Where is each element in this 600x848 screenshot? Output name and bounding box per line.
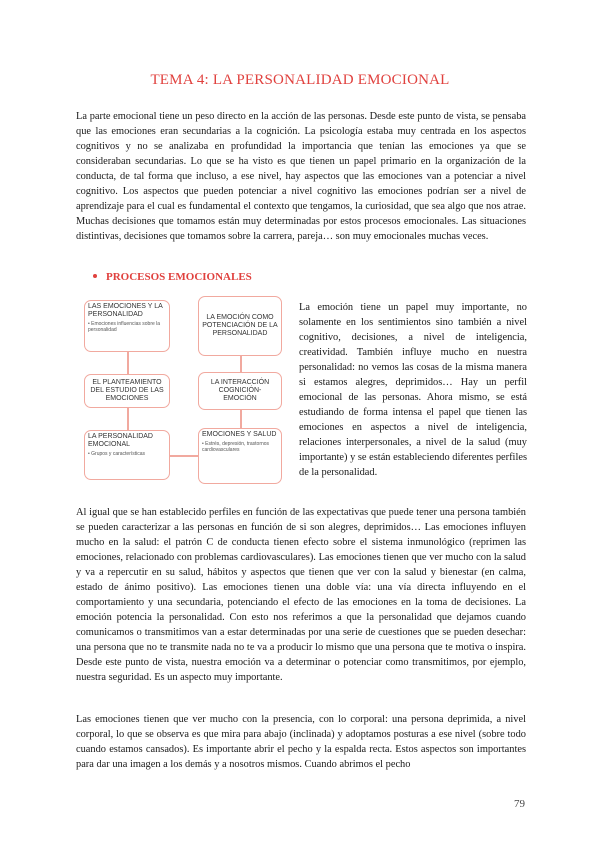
diagram-box-title: LA EMOCIÓN COMO POTENCIACIÓN DE LA PERSONALIDAD bbox=[202, 314, 278, 337]
connector-line bbox=[127, 408, 129, 430]
diagram-box-subtitle: • Emociones influencias sobre la personalidad bbox=[88, 321, 161, 333]
profiles-paragraph: Al igual que se han establecido perfiles en función de las expectativas que puede tener una persona también se pueden caracterizar a las personas en función de si son alegres, deprimidos… Las emociones influyen mucho en la salud: el patrón C de conducta tienen efecto sobre el sistema inmunológico (reprimen las emociones, relacionado con problemas cardiovasculares). Las emociones tienen que ver mucho con la salud y va a repercutir en su salud, hábitos y aspectos que tienen que ver con la salud y bienestar (en calma, estado de ánimo positivo). Las emociones tienen una doble vía: una vía directa influyendo en el comportamiento y una secundaria, potenciando el efecto de las emociones en la toma de decisiones. La emoción potencia la personalidad. Con esto nos referimos a que la personalidad que dejamos cuando comunicamos o transmitimos van a estar determinadas por una serie de cuestiones que se pueden desechar: una persona que no te transmite nada no te va a producir lo mismo que una persona que te motiva o inspira. Desde este punto de vista, nuestra emoción va a determinar o potenciar como transmitimos, por ejemplo, nuestra seguridad. Es un aspecto muy importante. bbox=[76, 507, 526, 683]
connector-line bbox=[127, 352, 129, 374]
intro-paragraph: La parte emocional tiene un peso directo en la acción de las personas. Desde este punto de vista, se pensaba que las emociones eran secundarias a la cognición. La psicología estaba muy centrada en los aspectos cognitivos y no se analizaba en profundidad la importancia que tenían las emociones ya que se consideraban secundarias. Lo que se ha visto es que tienen un papel primario en la organización de la conducta, de tal forma que incluso, a ese nivel, hay aspectos que las emociones van a potenciar a nivel cognitivo. Los aspectos que pueden potenciar a nivel cognitivo las emociones podrían ser a nivel de aprendizaje para el cual es fundamental el contexto que tengamos, la curiosidad, que sea algo que nos atrae. Muchas decisiones que tomamos están muy determinadas por estos procesos emocionales. Las situaciones distintivas, decisiones que tomamos sobre la carrera, pareja… son muy emocionales muchas veces. bbox=[76, 111, 526, 242]
diagram-box-cognition-emotion bbox=[198, 372, 282, 410]
diagram-box-emotions-health bbox=[198, 428, 282, 484]
diagram-box-title: EMOCIONES Y SALUD bbox=[202, 431, 277, 438]
page-title: TEMA 4: LA PERSONALIDAD EMOCIONAL bbox=[150, 72, 450, 88]
bullet-icon bbox=[93, 274, 97, 278]
diagram-box-title: LA PERSONALIDAD EMOCIONAL bbox=[88, 433, 153, 448]
diagram-box-title: LAS EMOCIONES Y LA PERSONALIDAD bbox=[88, 303, 163, 318]
diagram-box-emotional-personality bbox=[84, 430, 170, 480]
section-heading-text: PROCESOS EMOCIONALES bbox=[106, 271, 252, 283]
connector-line bbox=[240, 410, 242, 428]
emotions-diagram bbox=[82, 294, 292, 486]
connector-line bbox=[240, 356, 242, 372]
diagram-box-subtitle: • Grupos y características bbox=[88, 451, 146, 457]
diagram-box-subtitle: • Estrés, depresión, trastornos cardiovasculares bbox=[202, 441, 270, 453]
diagram-box-title: EL PLANTEAMIENTO DEL ESTUDIO DE LAS EMOCIONES bbox=[90, 379, 164, 402]
body-presence-paragraph: Las emociones tienen que ver mucho con la presencia, con lo corporal: una persona deprimida, a nivel corporal, lo que se observa es que mira para abajo (inclinada) y adoptamos posturas a ese nivel (sobre todo cuando estamos cansados). Es importante abrir el pecho y la espalda recta. Estos aspectos son importantes para dar una imagen a los demás y a nosotros mismos. Cuando abrimos el pecho bbox=[76, 714, 526, 770]
diagram-box-title: LA INTERACCIÓN COGNICIÓN-EMOCIÓN bbox=[210, 379, 270, 402]
page-number: 79 bbox=[514, 798, 525, 810]
section-heading bbox=[93, 271, 252, 283]
diagram-box-emotions-personality bbox=[84, 300, 170, 352]
connector-line bbox=[170, 455, 198, 457]
diagram-box-study-approach bbox=[84, 374, 170, 408]
diagram-box-emotion-potentiation bbox=[198, 296, 282, 356]
emotion-role-paragraph: La emoción tiene un papel muy importante, no solamente en los sentimientos sino también a nivel cognitivo, decisiones, a nivel de inteligencia, creatividad. También influye mucho en nuestra personalidad: no vemos las cosas de la misma manera si estamos alegres, deprimidos… Hay un perfil emocional de las personas. Ahora mismo, se está estudiando de forma intensa el papel que tienen las emociones en aspectos a nivel de inteligencia, relaciones interpersonales, a nivel de la salud (muy importante) y se están estableciendo diferentes perfiles de la personalidad. bbox=[299, 302, 527, 478]
